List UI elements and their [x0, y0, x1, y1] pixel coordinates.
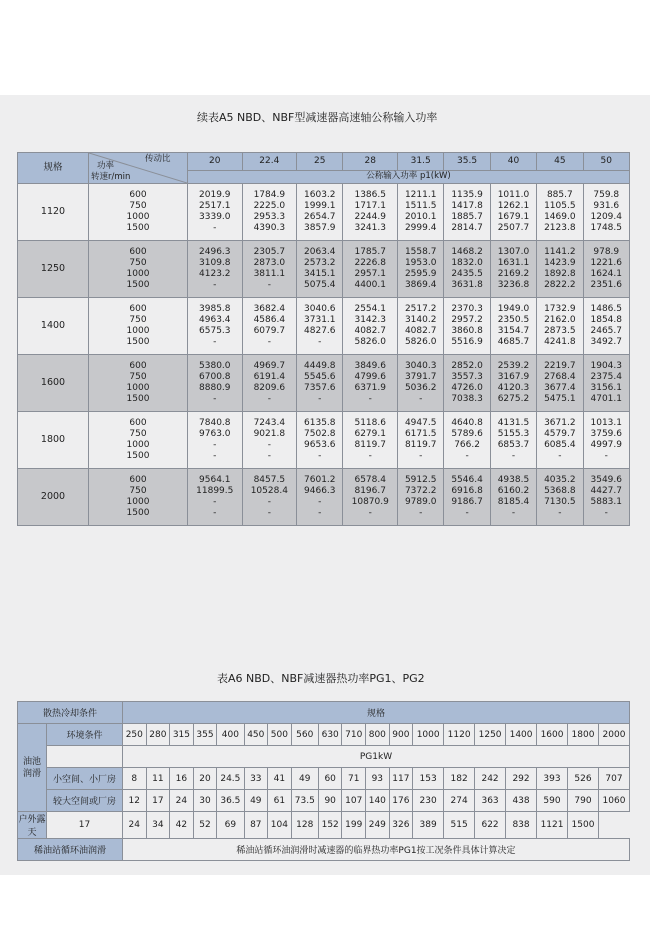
table-row — [18, 812, 630, 839]
ratio-label: 传动比 — [145, 154, 171, 164]
thermal-power-cell: 438 — [506, 790, 537, 812]
speeds-cell: 600 750 1000 1500 — [89, 184, 188, 241]
power-cell: 3040.3 3791.7 5036.2 - — [398, 355, 444, 412]
power-cell: 7840.8 9763.0 - - — [188, 412, 243, 469]
power-cell: 5912.5 7372.2 9789.0 - — [398, 469, 444, 526]
thermal-power-cell: 60 — [318, 768, 342, 790]
spec-cell: 1400 — [18, 298, 89, 355]
thermal-power-cell: 526 — [568, 768, 599, 790]
power-cell: 1784.9 2225.0 2953.3 4390.3 — [242, 184, 297, 241]
size-header: 400 — [217, 724, 244, 746]
blank-cell — [47, 746, 123, 768]
table-a5-title: 续表A5 NBD、NBF型减速器高速轴公称输入功率 — [197, 111, 438, 124]
thermal-power-cell: 590 — [537, 790, 568, 812]
thermal-power-cell: 326 — [389, 812, 413, 839]
size-header: 800 — [366, 724, 390, 746]
thermal-power-cell: 790 — [568, 790, 599, 812]
power-cell: 4131.5 5155.3 6853.7 - — [490, 412, 536, 469]
thermal-power-cell: 36.5 — [217, 790, 244, 812]
thermal-power-cell: 622 — [475, 812, 506, 839]
size-header: 1000 — [413, 724, 444, 746]
power-cell: 1211.1 1511.5 2010.1 2999.4 — [398, 184, 444, 241]
power-label: 功率 — [97, 161, 115, 171]
power-cell: 2219.7 2768.4 3677.4 5475.1 — [537, 355, 583, 412]
thermal-power-cell: 90 — [318, 790, 342, 812]
power-cell: 3682.4 4586.4 6079.7 - — [242, 298, 297, 355]
power-cell: 4969.7 6191.4 8209.6 - — [242, 355, 297, 412]
thermal-power-cell: 363 — [475, 790, 506, 812]
thermal-power-cell: 107 — [342, 790, 366, 812]
thermal-power-cell: 24.5 — [217, 768, 244, 790]
power-cell: 885.7 1105.5 1469.0 2123.8 — [537, 184, 583, 241]
ratio-header: 35.5 — [444, 153, 490, 171]
power-cell: 7243.4 9021.8 - - — [242, 412, 297, 469]
thermal-power-cell: 73.5 — [291, 790, 318, 812]
power-cell: 6135.8 7502.8 9653.6 - — [297, 412, 343, 469]
power-cell: 5546.4 6916.8 9186.7 - — [444, 469, 490, 526]
size-header: 560 — [291, 724, 318, 746]
ratio-header: 20 — [188, 153, 243, 171]
thermal-power-cell: 707 — [598, 768, 629, 790]
ratio-header: 22.4 — [242, 153, 297, 171]
size-header: 250 — [123, 724, 147, 746]
thermal-power-cell: 24 — [170, 790, 194, 812]
size-header: 1400 — [506, 724, 537, 746]
spec-cell: 1250 — [18, 241, 89, 298]
sub-header: 公称输入功率 p1(kW) — [188, 170, 630, 183]
thermal-power-cell: 1500 — [568, 812, 599, 839]
power-cell: 1904.3 2375.4 3156.1 4701.1 — [583, 355, 629, 412]
power-cell: 4947.5 6171.5 8119.7 - — [398, 412, 444, 469]
thermal-power-cell: 30 — [193, 790, 217, 812]
thermal-power-cell: 515 — [444, 812, 475, 839]
size-header: 1800 — [568, 724, 599, 746]
thermal-power-cell: 389 — [413, 812, 444, 839]
thermal-power-cell: 41 — [268, 768, 292, 790]
power-cell: 5380.0 6700.8 8880.9 - — [188, 355, 243, 412]
power-cell: 1785.7 2226.8 2957.1 4400.1 — [343, 241, 398, 298]
power-cell: 4938.5 6160.2 8185.4 - — [490, 469, 536, 526]
power-cell: 6578.4 8196.7 10870.9 - — [343, 469, 398, 526]
table-row — [18, 469, 630, 526]
thermal-power-cell: 838 — [506, 812, 537, 839]
power-cell: 2305.7 2873.0 3811.1 - — [242, 241, 297, 298]
power-cell: 1732.9 2162.0 2873.5 4241.8 — [537, 298, 583, 355]
power-cell: 2517.2 3140.2 4082.7 5826.0 — [398, 298, 444, 355]
table-row — [18, 412, 630, 469]
thermal-power-cell: 34 — [146, 812, 170, 839]
thermal-power-cell: 93 — [366, 768, 390, 790]
table-row — [18, 298, 630, 355]
env-label: 户外露天 — [18, 812, 47, 839]
thermal-power-cell: 8 — [123, 768, 147, 790]
footer-text: 稀油站循环油润滑时减速器的临界热功率PG1按工况条件具体计算决定 — [123, 839, 630, 861]
thermal-power-cell: 117 — [389, 768, 413, 790]
power-cell: 2539.2 3167.9 4120.3 6275.2 — [490, 355, 536, 412]
oil-bath-label: 油池 润滑 — [18, 724, 47, 812]
thermal-power-cell: 24 — [123, 812, 147, 839]
size-header: 630 — [318, 724, 342, 746]
table-a5 — [17, 152, 630, 526]
thermal-power-cell: 153 — [413, 768, 444, 790]
thermal-power-cell: 274 — [444, 790, 475, 812]
size-header: 315 — [170, 724, 194, 746]
ratio-header: 28 — [343, 153, 398, 171]
thermal-power-cell: 128 — [291, 812, 318, 839]
power-cell: 8457.5 10528.4 - - — [242, 469, 297, 526]
power-cell: 2496.3 3109.8 4123.2 - — [188, 241, 243, 298]
table-row — [18, 790, 630, 812]
thermal-power-cell: 182 — [444, 768, 475, 790]
table-a6 — [17, 701, 630, 861]
power-cell: 3985.8 4963.4 6575.3 - — [188, 298, 243, 355]
ratio-header: 50 — [583, 153, 629, 171]
power-cell: 3671.2 4579.7 6085.4 - — [537, 412, 583, 469]
thermal-power-cell: 87 — [244, 812, 268, 839]
thermal-power-cell: 12 — [123, 790, 147, 812]
thermal-power-cell: 52 — [193, 812, 217, 839]
power-cell: 1949.0 2350.5 3154.7 4685.7 — [490, 298, 536, 355]
size-header: 1600 — [537, 724, 568, 746]
table-row — [18, 768, 630, 790]
size-header: 355 — [193, 724, 217, 746]
power-cell: 3849.6 4799.6 6371.9 - — [343, 355, 398, 412]
table-row — [18, 241, 630, 298]
env-label: 小空间、小厂房 — [47, 768, 123, 790]
speeds-cell: 600 750 1000 1500 — [89, 241, 188, 298]
thermal-power-cell: 393 — [537, 768, 568, 790]
size-header: 450 — [244, 724, 268, 746]
thermal-power-cell: 49 — [291, 768, 318, 790]
power-cell: 4035.2 5368.8 7130.5 - — [537, 469, 583, 526]
power-cell: 1013.1 3759.6 4997.9 - — [583, 412, 629, 469]
thermal-power-cell: 1121 — [537, 812, 568, 839]
thermal-power-cell: 49 — [244, 790, 268, 812]
ratio-header: 25 — [297, 153, 343, 171]
speeds-cell: 600 750 1000 1500 — [89, 355, 188, 412]
power-cell: 1011.0 1262.1 1679.1 2507.7 — [490, 184, 536, 241]
size-header: 1120 — [444, 724, 475, 746]
size-header: 900 — [389, 724, 413, 746]
thermal-power-cell: 11 — [146, 768, 170, 790]
thermal-power-cell: 42 — [170, 812, 194, 839]
power-cell: 1468.2 1832.0 2435.5 3631.8 — [444, 241, 490, 298]
env-label: 较大空间或厂房 — [47, 790, 123, 812]
power-cell: 3040.6 3731.1 4827.6 - — [297, 298, 343, 355]
size-header: 1250 — [475, 724, 506, 746]
cooling-header: 散热冷却条件 — [18, 702, 123, 724]
thermal-power-cell: 17 — [146, 790, 170, 812]
spec-cell: 2000 — [18, 469, 89, 526]
footer-row — [18, 839, 630, 861]
thermal-power-cell: 61 — [268, 790, 292, 812]
thermal-power-cell: 69 — [217, 812, 244, 839]
speeds-cell: 600 750 1000 1500 — [89, 412, 188, 469]
speeds-cell: 600 750 1000 1500 — [89, 298, 188, 355]
ratio-header: 31.5 — [398, 153, 444, 171]
env-header: 环境条件 — [47, 724, 123, 746]
power-cell: 2063.4 2573.2 3415.1 5075.4 — [297, 241, 343, 298]
power-cell: 5118.6 6279.1 8119.7 - — [343, 412, 398, 469]
table-row — [18, 184, 630, 241]
power-cell: 1486.5 1854.8 2465.7 3492.7 — [583, 298, 629, 355]
power-cell: 9564.1 11899.5 - - — [188, 469, 243, 526]
size-header: 280 — [146, 724, 170, 746]
spec-cell: 1120 — [18, 184, 89, 241]
power-cell: 2370.3 2957.2 3860.8 5516.9 — [444, 298, 490, 355]
thermal-power-cell: 17 — [47, 812, 123, 839]
speeds-cell: 600 750 1000 1500 — [89, 469, 188, 526]
thermal-power-cell: 292 — [506, 768, 537, 790]
thermal-power-cell: 1060 — [598, 790, 629, 812]
thermal-power-cell: 152 — [318, 812, 342, 839]
power-cell: 1558.7 1953.0 2595.9 3869.4 — [398, 241, 444, 298]
thermal-power-cell: 242 — [475, 768, 506, 790]
power-cell: 7601.2 9466.3 - - — [297, 469, 343, 526]
power-cell: 1135.9 1417.8 1885.7 2814.7 — [444, 184, 490, 241]
power-cell: 2019.9 2517.1 3339.0 - — [188, 184, 243, 241]
thermal-power-cell: 140 — [366, 790, 390, 812]
spec-header: 规格 — [18, 153, 89, 184]
power-cell: 1141.2 1423.9 1892.8 2822.2 — [537, 241, 583, 298]
power-cell: 759.8 931.6 1209.4 1748.5 — [583, 184, 629, 241]
ratio-header: 40 — [490, 153, 536, 171]
thermal-power-cell: 176 — [389, 790, 413, 812]
power-cell: 2852.0 3557.3 4726.0 7038.3 — [444, 355, 490, 412]
ratio-header: 45 — [537, 153, 583, 171]
power-cell: 1386.5 1717.1 2244.9 3241.3 — [343, 184, 398, 241]
table-row — [18, 355, 630, 412]
unit-label: PG1kW — [123, 746, 630, 768]
speed-label: 转速r/min — [91, 172, 131, 182]
thermal-power-cell: 20 — [193, 768, 217, 790]
thermal-power-cell: 104 — [268, 812, 292, 839]
thermal-power-cell: 33 — [244, 768, 268, 790]
diag-header — [89, 153, 188, 184]
thermal-power-cell: 249 — [366, 812, 390, 839]
thermal-power-cell: 16 — [170, 768, 194, 790]
size-header: 710 — [342, 724, 366, 746]
table-a6-title: 表A6 NBD、NBF减速器热功率PG1、PG2 — [217, 672, 425, 685]
power-cell: 4640.8 5789.6 766.2 - — [444, 412, 490, 469]
thermal-power-cell: 230 — [413, 790, 444, 812]
power-cell: 4449.8 5545.6 7357.6 - — [297, 355, 343, 412]
power-cell: 2554.1 3142.3 4082.7 5826.0 — [343, 298, 398, 355]
spec-cell: 1600 — [18, 355, 89, 412]
footer-label: 稀油站循环油润滑 — [18, 839, 123, 861]
power-cell: 1603.2 1999.1 2654.7 3857.9 — [297, 184, 343, 241]
size-header: 2000 — [598, 724, 629, 746]
spec-header-a6: 规格 — [123, 702, 630, 724]
power-cell: 978.9 1221.6 1624.1 2351.6 — [583, 241, 629, 298]
size-header: 500 — [268, 724, 292, 746]
power-cell: 1307.0 1631.1 2169.2 3236.8 — [490, 241, 536, 298]
thermal-power-cell: 71 — [342, 768, 366, 790]
thermal-power-cell: 199 — [342, 812, 366, 839]
spec-cell: 1800 — [18, 412, 89, 469]
power-cell: 3549.6 4427.7 5883.1 - — [583, 469, 629, 526]
